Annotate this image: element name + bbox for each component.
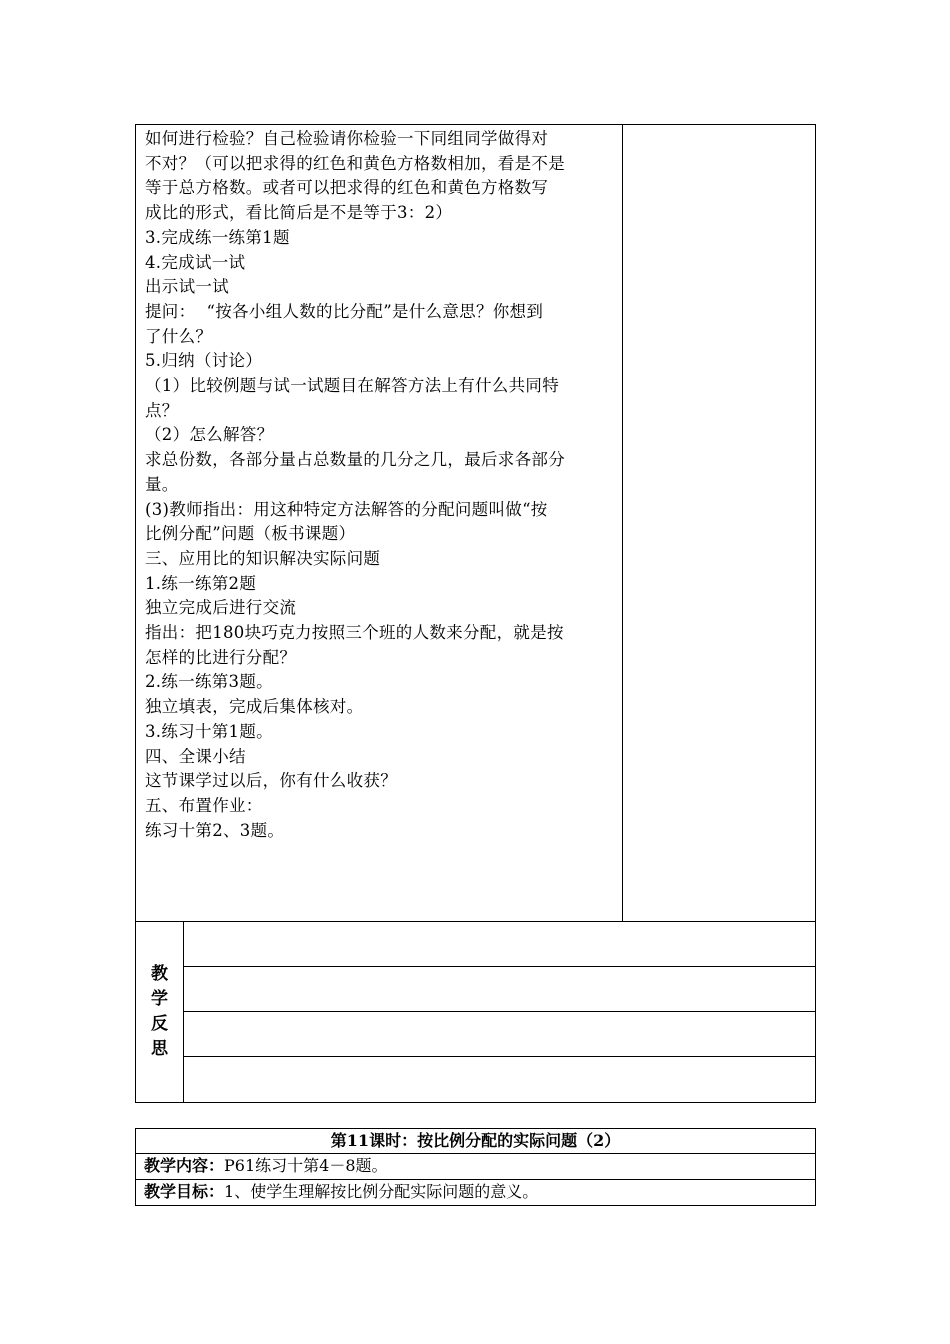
notes-cell bbox=[623, 125, 815, 922]
reflection-label-char: 教 bbox=[151, 964, 168, 984]
reflection-label-char: 思 bbox=[151, 1039, 168, 1059]
lesson-line: (3)教师指出：用这种特定方法解答的分配问题叫做“按 bbox=[145, 499, 548, 519]
reflection-line bbox=[184, 1057, 815, 1102]
lesson-line: 三、应用比的知识解决实际问题 bbox=[145, 548, 381, 568]
lesson-line: 5.归纳（讨论） bbox=[145, 351, 263, 371]
teaching-goal-text: 1、使学生理解按比例分配实际问题的意义。 bbox=[224, 1181, 539, 1201]
lesson-line: 不对？（可以把求得的红色和黄色方格数相加，看是不是 bbox=[145, 153, 565, 173]
lesson-line: 2.练一练第3题。 bbox=[145, 672, 273, 692]
next-lesson-table bbox=[135, 1128, 816, 1206]
reflection-line bbox=[184, 922, 815, 967]
lesson-line: 点？ bbox=[145, 400, 179, 420]
lesson-line: 指出：把180块巧克力按照三个班的人数来分配，就是按 bbox=[145, 623, 564, 643]
lesson-line: 量。 bbox=[145, 474, 179, 494]
lesson-line: 提问： “按各小组人数的比分配”是什么意思？你想到 bbox=[145, 301, 544, 321]
reflection-label bbox=[136, 922, 184, 1102]
lesson-line: 求总份数，各部分量占总数量的几分之几，最后求各部分 bbox=[145, 450, 565, 470]
lesson-line: 出示试一试 bbox=[145, 277, 229, 297]
reflection-label-char: 反 bbox=[151, 1014, 168, 1034]
teaching-content-text: P61练习十第4－8题。 bbox=[224, 1156, 388, 1176]
reflection-line bbox=[184, 967, 815, 1012]
teaching-goal-label: 教学目标： bbox=[144, 1181, 225, 1201]
lesson-line: （1）比较例题与试一试题目在解答方法上有什么共同特 bbox=[145, 376, 559, 396]
lesson-line: （2）怎么解答？ bbox=[145, 425, 274, 445]
lesson-line: 独立填表，完成后集体核对。 bbox=[145, 697, 364, 717]
lesson-plan-table bbox=[135, 124, 816, 1103]
lesson-line: 等于总方格数。或者可以把求得的红色和黄色方格数写 bbox=[145, 178, 549, 198]
reflection-line bbox=[184, 1012, 815, 1057]
lesson-line: 4.完成试一试 bbox=[145, 252, 246, 272]
lesson-line: 3.练习十第1题。 bbox=[145, 721, 273, 741]
teaching-goal-row bbox=[136, 1180, 815, 1205]
reflection-label-char: 学 bbox=[151, 989, 168, 1009]
lesson-line: 这节课学过以后，你有什么收获？ bbox=[145, 771, 397, 791]
lesson-line: 1.练一练第2题 bbox=[145, 573, 257, 593]
teaching-process-cell bbox=[136, 125, 623, 922]
lesson-line: 比例分配”问题（板书课题） bbox=[145, 524, 356, 544]
lesson-line: 了什么？ bbox=[145, 326, 213, 346]
lesson-line: 如何进行检验？自己检验请你检验一下同组同学做得对 bbox=[145, 129, 549, 148]
next-lesson-title: 第11课时：按比例分配的实际问题（2） bbox=[136, 1129, 815, 1154]
reflection-writing-area bbox=[184, 922, 815, 1102]
lesson-line: 3.完成练一练第1题 bbox=[145, 227, 290, 247]
reflection-row bbox=[136, 922, 815, 1102]
lesson-line: 练习十第2、3题。 bbox=[145, 820, 285, 840]
lesson-line: 怎样的比进行分配？ bbox=[145, 647, 297, 667]
lesson-line: 四、全课小结 bbox=[145, 746, 246, 766]
lesson-line: 五、布置作业： bbox=[145, 795, 263, 815]
lesson-line: 独立完成后进行交流 bbox=[145, 598, 297, 618]
teaching-content-label: 教学内容： bbox=[144, 1156, 225, 1176]
teaching-content-row bbox=[136, 1154, 815, 1179]
teaching-process-row bbox=[136, 125, 815, 922]
lesson-line: 成比的形式，看比简后是不是等于3：2） bbox=[145, 203, 453, 223]
